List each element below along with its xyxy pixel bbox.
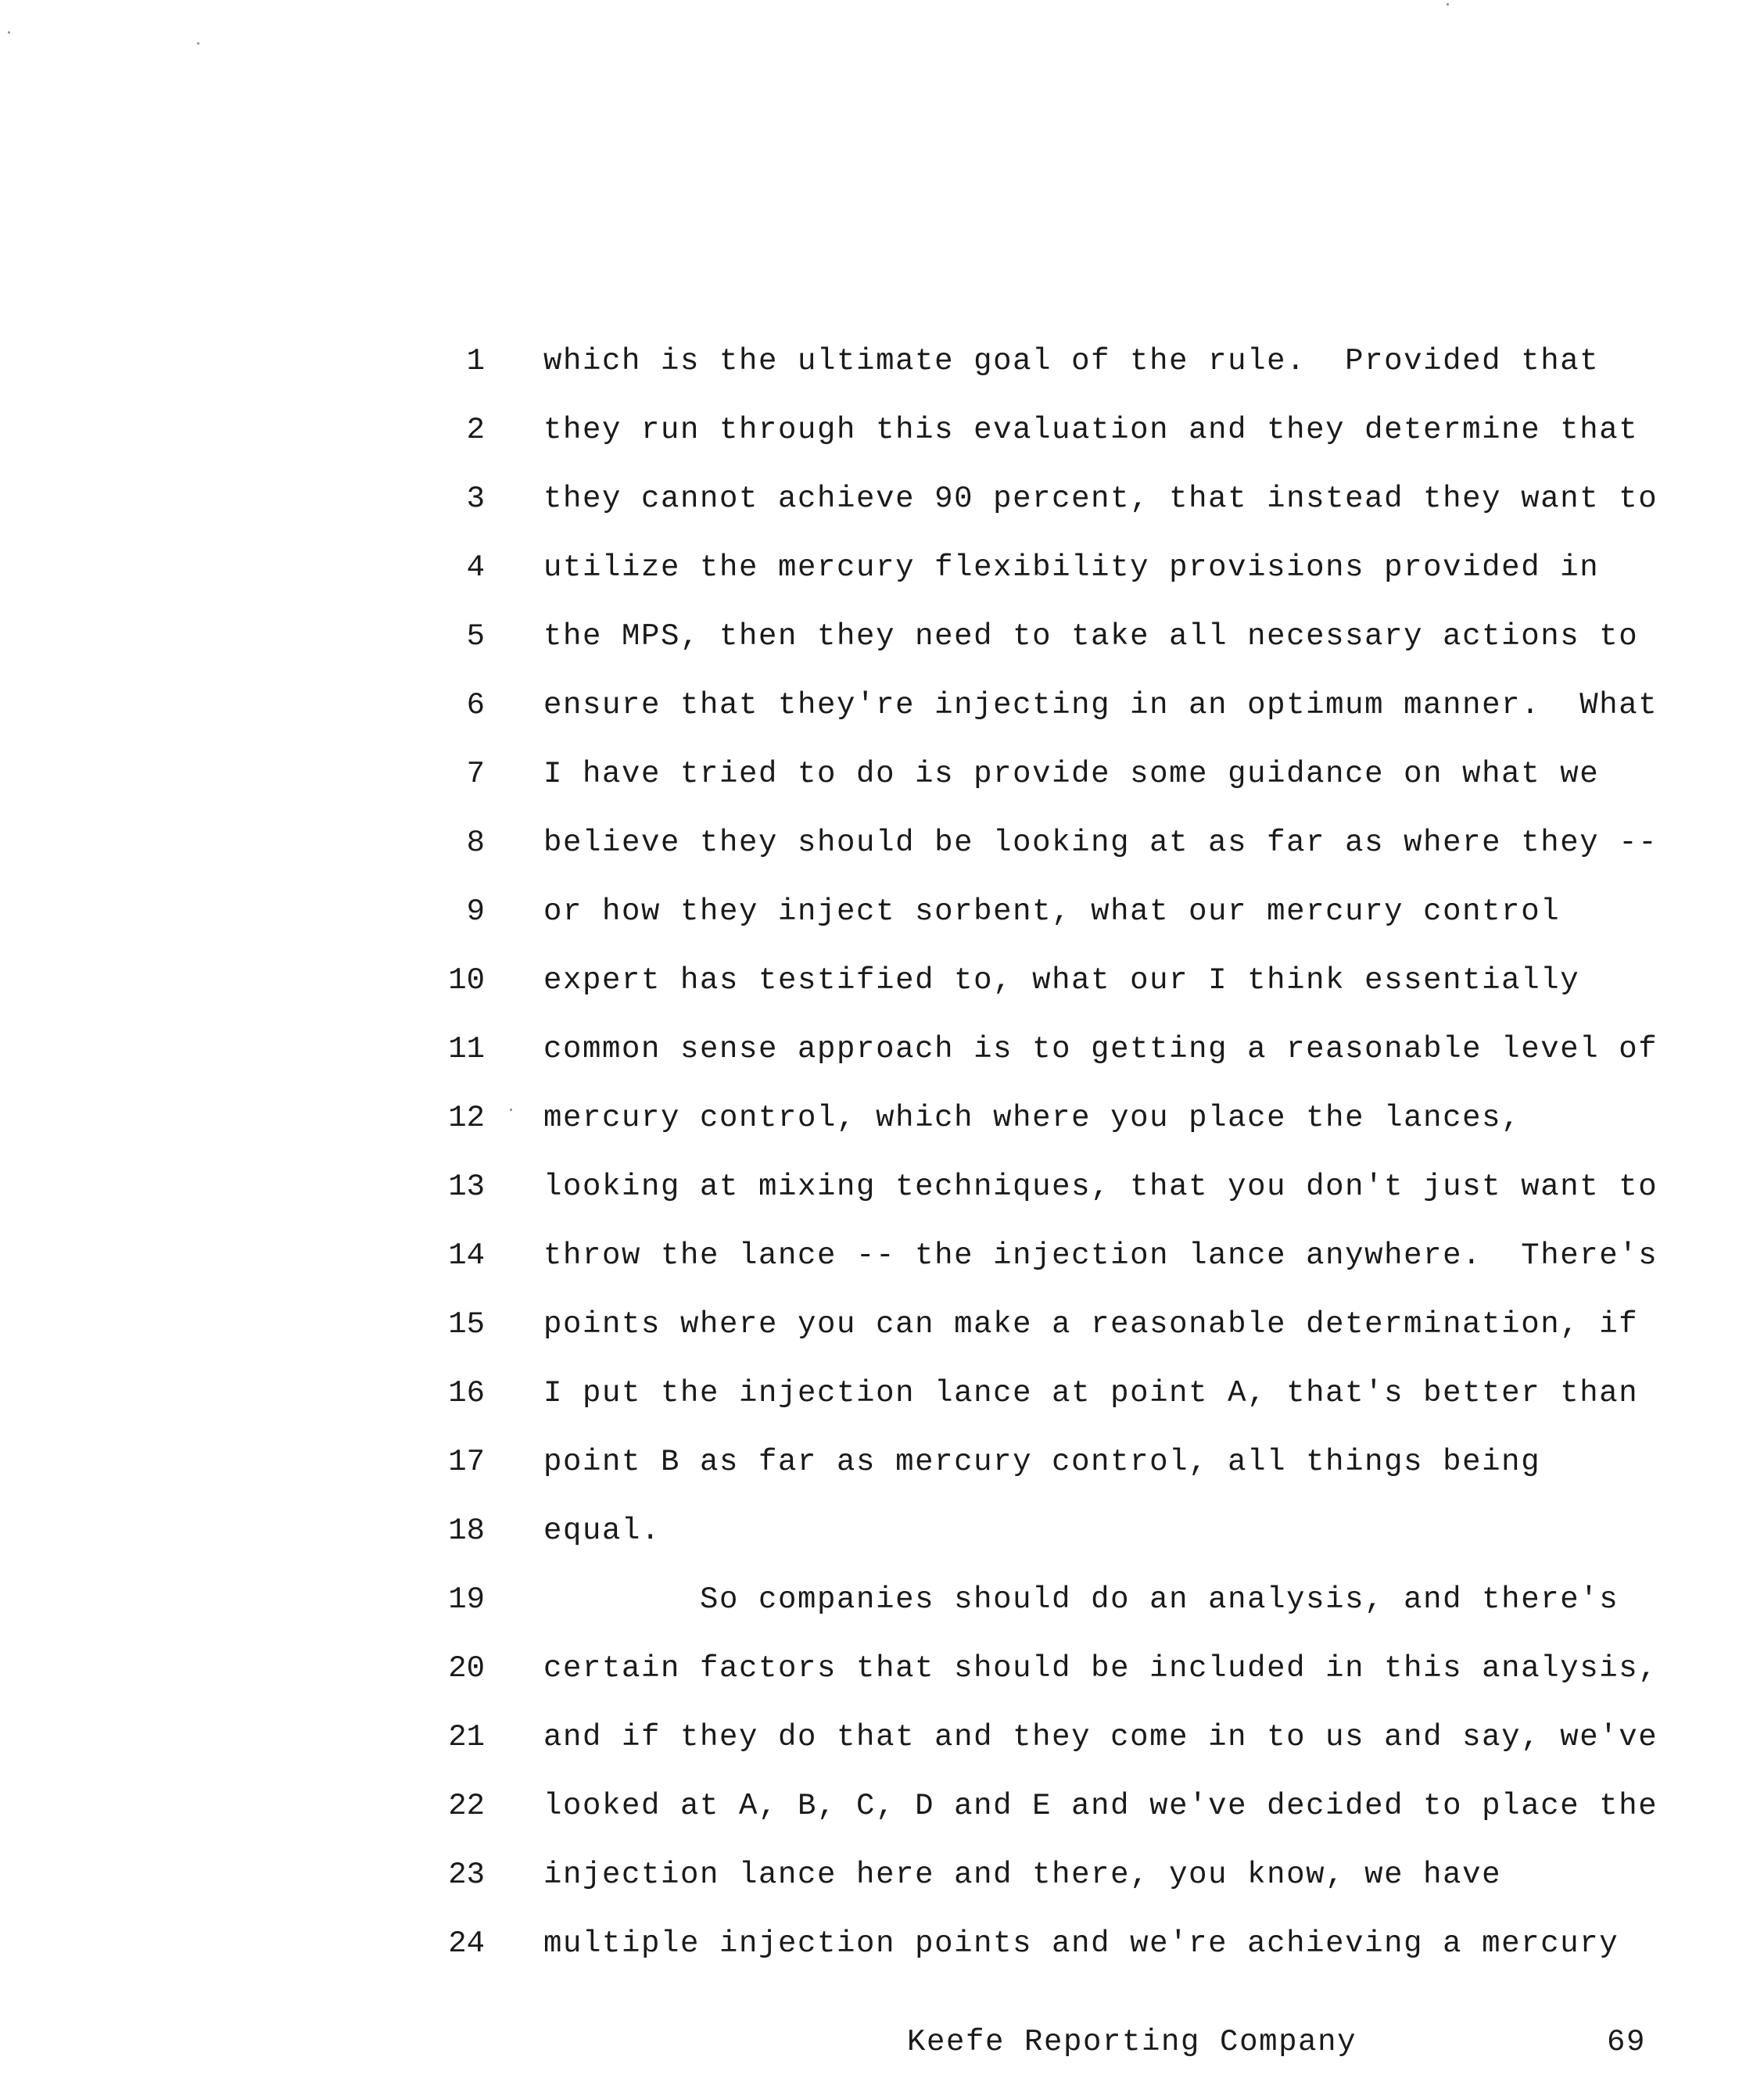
transcript-line <box>407 1781 1673 1850</box>
transcript-line <box>407 818 1673 887</box>
line-text: believe they should be looking at as far as where they -- <box>543 826 1658 860</box>
transcript-line <box>407 611 1673 680</box>
line-text: the MPS, then they need to take all necessary actions to <box>543 619 1639 654</box>
line-number: 4 <box>466 550 485 585</box>
line-number: 3 <box>466 482 485 516</box>
line-number: 8 <box>466 826 485 860</box>
line-text: equal. <box>543 1514 662 1548</box>
line-number: 22 <box>448 1789 485 1823</box>
transcript-line <box>407 1299 1673 1368</box>
line-text: expert has testified to, what our I think essentially <box>543 963 1580 998</box>
transcript-line <box>407 543 1673 611</box>
transcript-line <box>407 1437 1673 1506</box>
transcript-line <box>407 1368 1673 1437</box>
transcript-line <box>407 474 1673 543</box>
transcript-body <box>407 336 1673 1987</box>
line-number: 1 <box>466 344 485 378</box>
footer-page-number: 69 <box>1607 2025 1647 2059</box>
line-text: ensure that they're injecting in an optimum manner. What <box>543 688 1658 722</box>
footer-company: Keefe Reporting Company <box>907 2025 1357 2059</box>
scan-speck <box>8 31 10 34</box>
line-text: common sense approach is to getting a reasonable level of <box>543 1032 1658 1066</box>
transcript-line <box>407 1643 1673 1712</box>
transcript-line <box>407 336 1673 405</box>
transcript-line <box>407 1575 1673 1643</box>
line-number: 20 <box>448 1651 485 1686</box>
line-text: certain factors that should be included in this analysis, <box>543 1651 1658 1686</box>
line-number: 24 <box>448 1926 485 1961</box>
transcript-line <box>407 955 1673 1024</box>
line-number: 17 <box>448 1445 485 1479</box>
line-text: points where you can make a reasonable determination, if <box>543 1307 1639 1342</box>
line-number: 13 <box>448 1170 485 1204</box>
scan-speck <box>197 42 199 45</box>
line-number: 10 <box>448 963 485 998</box>
line-text: So companies should do an analysis, and there's <box>543 1582 1619 1617</box>
transcript-line <box>407 1231 1673 1299</box>
transcript-line <box>407 680 1673 749</box>
line-text: looking at mixing techniques, that you don't just want to <box>543 1170 1658 1204</box>
line-text: looked at A, B, C, D and E and we've decided to place the <box>543 1789 1658 1823</box>
transcript-line <box>407 1506 1673 1575</box>
line-number: 12 <box>448 1101 485 1135</box>
transcript-line <box>407 749 1673 818</box>
transcript-line <box>407 1712 1673 1781</box>
line-text: or how they inject sorbent, what our mercury control <box>543 894 1561 929</box>
line-text: multiple injection points and we're achieving a mercury <box>543 1926 1619 1961</box>
line-number: 18 <box>448 1514 485 1548</box>
line-text: I have tried to do is provide some guidance on what we <box>543 757 1600 791</box>
line-number: 19 <box>448 1582 485 1617</box>
line-text: they cannot achieve 90 percent, that instead they want to <box>543 482 1658 516</box>
line-number: 5 <box>466 619 485 654</box>
line-text: which is the ultimate goal of the rule. Provided that <box>543 344 1600 378</box>
transcript-line <box>407 1024 1673 1093</box>
line-number: 23 <box>448 1858 485 1892</box>
line-number: 2 <box>466 413 485 447</box>
scan-speck <box>1447 3 1449 5</box>
line-text: point B as far as mercury control, all things being <box>543 1445 1541 1479</box>
line-number: 21 <box>448 1720 485 1754</box>
line-number: 6 <box>466 688 485 722</box>
line-text: they run through this evaluation and they determine that <box>543 413 1639 447</box>
line-text: I put the injection lance at point A, that's better than <box>543 1376 1639 1410</box>
line-number: 7 <box>466 757 485 791</box>
transcript-line <box>407 1162 1673 1231</box>
line-number: 16 <box>448 1376 485 1410</box>
transcript-line <box>407 1919 1673 1987</box>
line-text: injection lance here and there, you know, we have <box>543 1858 1502 1892</box>
line-number: 9 <box>466 894 485 929</box>
line-number: 15 <box>448 1307 485 1342</box>
transcript-line <box>407 405 1673 474</box>
line-number: 14 <box>448 1238 485 1273</box>
transcript-line <box>407 1850 1673 1919</box>
line-text: utilize the mercury flexibility provisions provided in <box>543 550 1600 585</box>
line-number: 11 <box>448 1032 485 1066</box>
line-text: and if they do that and they come in to us and say, we've <box>543 1720 1658 1754</box>
transcript-line <box>407 1093 1673 1162</box>
line-text: throw the lance -- the injection lance anywhere. There's <box>543 1238 1658 1273</box>
line-text: mercury control, which where you place the lances, <box>543 1101 1522 1135</box>
transcript-line <box>407 887 1673 955</box>
